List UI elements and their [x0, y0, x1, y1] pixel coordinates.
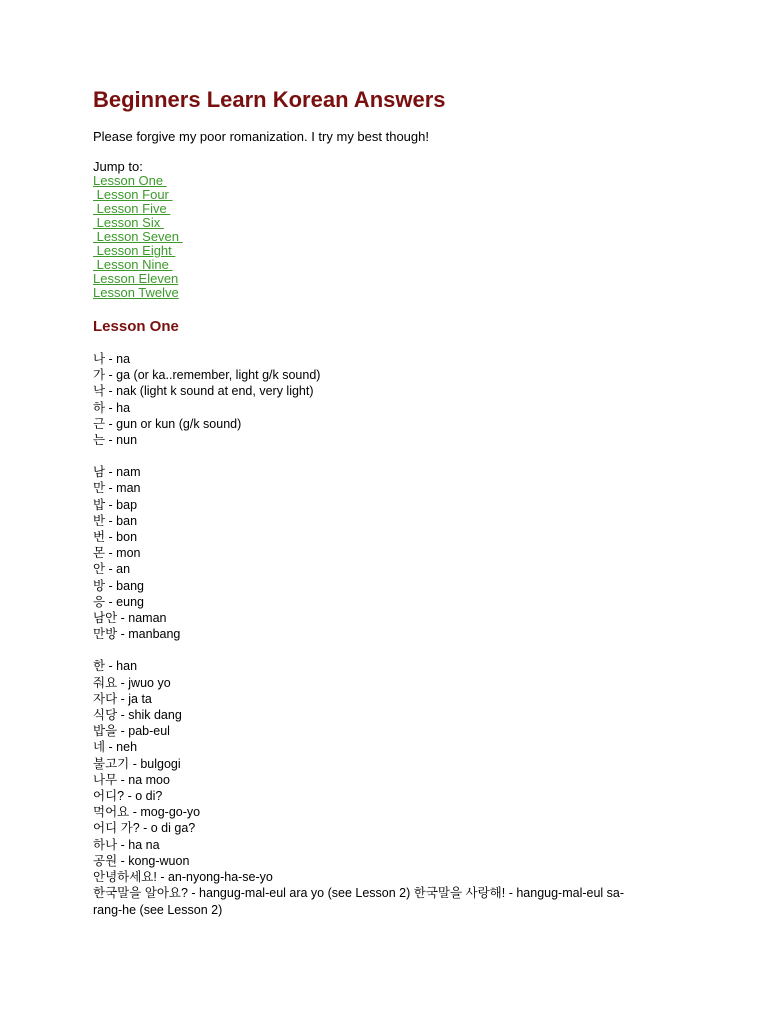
toc-item — [93, 188, 693, 202]
lesson-nine-link[interactable]: Lesson Nine — [93, 257, 173, 272]
toc-item — [93, 258, 693, 272]
toc-item — [93, 202, 693, 216]
toc-item — [93, 230, 693, 244]
lesson-five-link[interactable]: Lesson Five — [93, 201, 171, 216]
vocab-item: 남안 - naman — [93, 611, 167, 626]
jump-to-label: Jump to: — [93, 159, 143, 174]
vocab-item: 공원 - kong-wuon — [93, 853, 190, 868]
lesson-six-link[interactable]: Lesson Six — [93, 215, 164, 230]
lesson-one-heading: Lesson One — [93, 318, 179, 335]
vocab-item: 어디 가? - o di ga? — [93, 821, 196, 836]
vocab-item: 나 - na — [93, 352, 131, 366]
toc-item — [93, 174, 693, 188]
document-page — [93, 86, 693, 918]
vocab-item: 안 - an — [93, 562, 131, 577]
vocab-item: 어디? - o di? — [93, 789, 163, 804]
toc-item — [93, 244, 693, 258]
vocab-item: 번 - bon — [93, 530, 138, 545]
vocab-item: 밥 - bap — [93, 497, 138, 512]
vocab-item: 안녕하세요! - an-nyong-ha-se-yo — [93, 870, 273, 885]
vocab-item: 남 - nam — [93, 465, 141, 480]
vocab-item: 자다 - ja ta — [93, 691, 152, 706]
toc-item — [93, 216, 693, 230]
vocab-item: 식당 - shik dang — [93, 708, 182, 723]
vocab-item: 응 - eung — [93, 594, 144, 609]
vocab-item: 가 - ga (or ka..remember, light g/k sound) — [93, 368, 321, 383]
lesson-link-list — [93, 174, 693, 300]
vocab-item: 몬 - mon — [93, 546, 141, 561]
vocab-group-1 — [93, 351, 693, 448]
vocab-item: 불고기 - bulgogi — [93, 756, 181, 771]
vocab-item: 방 - bang — [93, 578, 144, 593]
vocab-item: 밥을 - pab-eul — [93, 724, 170, 739]
lesson-twelve-link[interactable]: Lesson Twelve — [93, 285, 179, 300]
vocab-item: 낙 - nak (light k sound at end, very light) — [93, 384, 314, 399]
page-title: Beginners Learn Korean Answers — [93, 87, 446, 112]
lesson-seven-link[interactable]: Lesson Seven — [93, 229, 183, 244]
vocab-item: 하나 - ha na — [93, 837, 160, 852]
vocab-item: 하 - ha — [93, 400, 131, 415]
vocab-item: 만방 - manbang — [93, 627, 181, 642]
lesson-one-link[interactable]: Lesson One — [93, 173, 167, 188]
vocab-item: 한국말을 알아요? - hangug-mal-eul ara yo (see Lesson 2) 한국말을 사랑해! - hangug-mal-eul sa-rang-he (see Lesson 2) — [93, 886, 625, 917]
toc-item — [93, 272, 693, 286]
vocab-item: 한 - han — [93, 659, 138, 674]
vocab-item: 는 - nun — [93, 433, 138, 448]
vocab-item: 줘요 - jwuo yo — [93, 675, 171, 690]
vocab-item: 나무 - na moo — [93, 772, 170, 787]
lesson-eight-link[interactable]: Lesson Eight — [93, 243, 176, 258]
vocab-group-2 — [93, 464, 693, 642]
lesson-four-link[interactable]: Lesson Four — [93, 187, 173, 202]
vocab-item: 반 - ban — [93, 513, 138, 528]
vocab-item: 만 - man — [93, 481, 141, 496]
vocab-group-3 — [93, 658, 693, 917]
vocab-item: 네 - neh — [93, 740, 138, 755]
lesson-eleven-link[interactable]: Lesson Eleven — [93, 271, 179, 286]
vocab-item: 먹어요 - mog-go-yo — [93, 805, 201, 820]
intro-text: Please forgive my poor romanization. I try my best though! — [93, 129, 429, 144]
toc-item — [93, 286, 693, 300]
vocab-item: 근 - gun or kun (g/k sound) — [93, 416, 242, 431]
